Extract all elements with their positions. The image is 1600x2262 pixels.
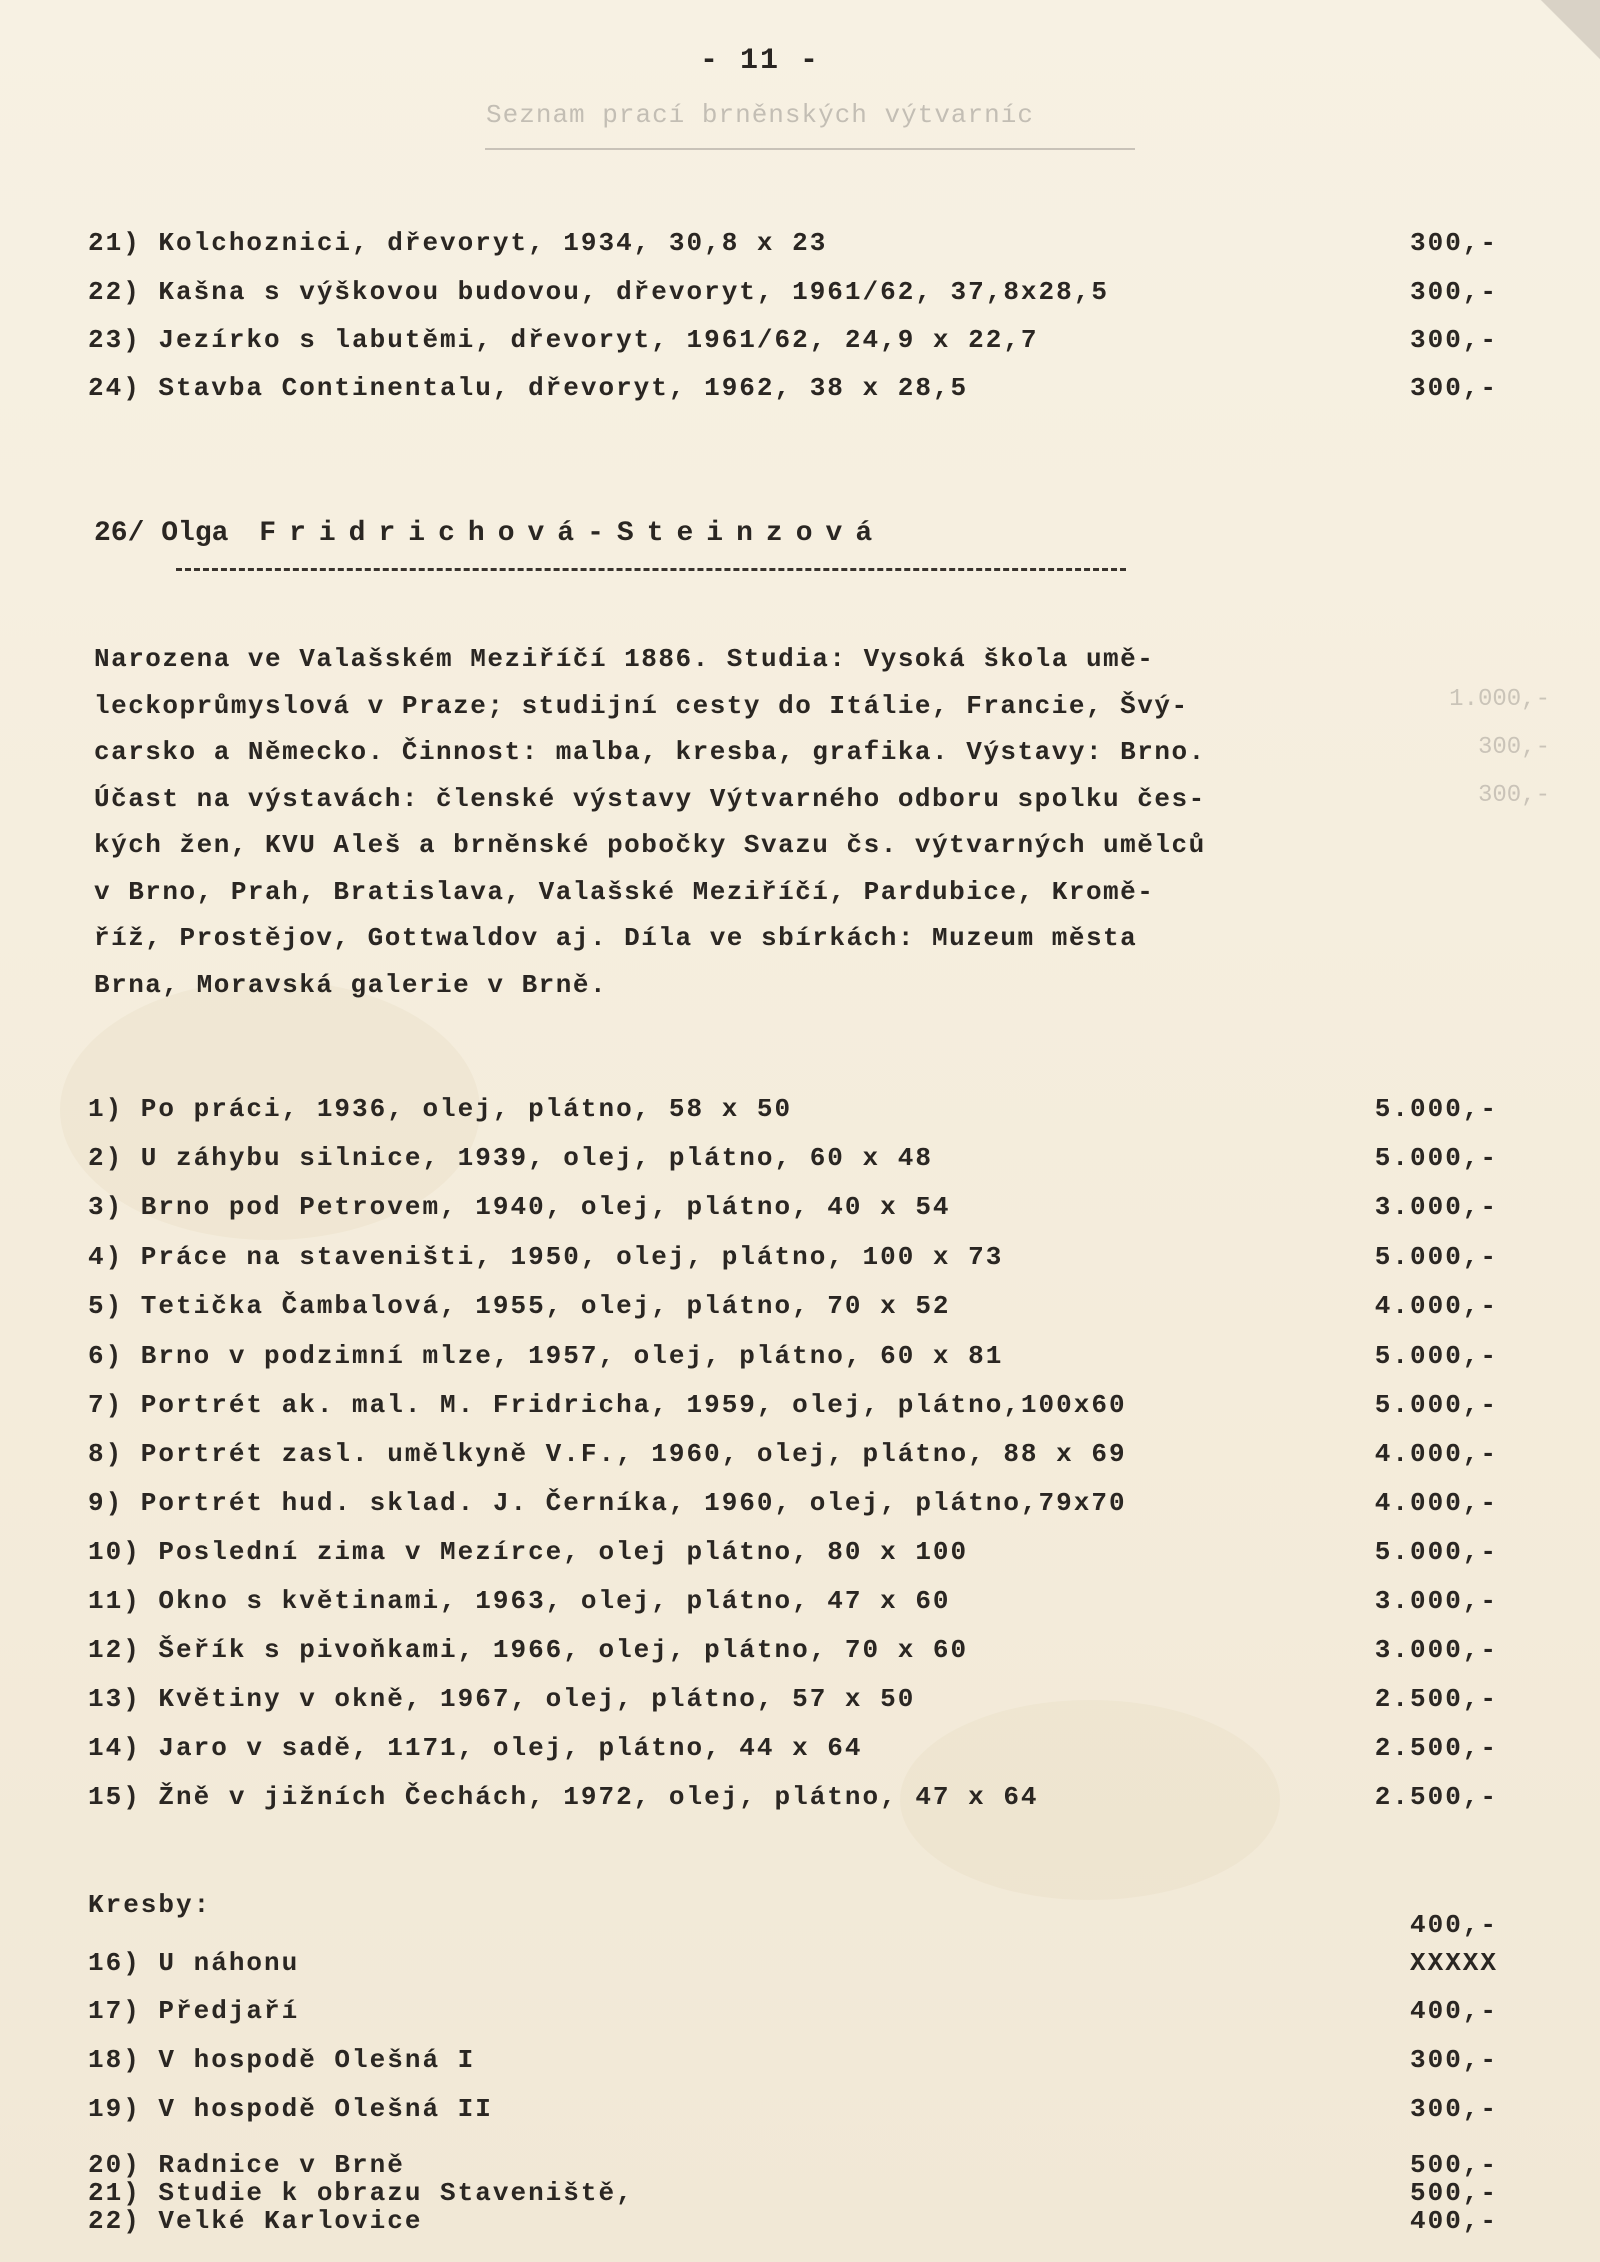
painting-text: 10) Poslední zima v Mezírce, olej plátno, 80 x 100 <box>88 1537 969 1567</box>
drawing-price: XXXXX <box>1409 1948 1498 1978</box>
drawing-text: 16) U náhonu <box>88 1948 300 1978</box>
drawing-text: 18) V hospodě Olešná I <box>88 2045 476 2075</box>
artist-heading <box>94 518 885 549</box>
painting-text: 13) Květiny v okně, 1967, olej, plátno, 57 x 50 <box>88 1684 916 1714</box>
ghost-price: 1.000,- <box>1449 686 1550 713</box>
bio-line: Narozena ve Valašském Meziříčí 1886. Studia: Vysoká škola umě- <box>94 644 1155 674</box>
table-row <box>0 1733 1600 1777</box>
painting-price: 5.000,- <box>1374 1537 1498 1567</box>
list-item <box>0 277 1600 321</box>
bio-line: říž, Prostějov, Gottwaldov aj. Díla ve sbírkách: Muzeum města <box>94 923 1138 953</box>
table-row <box>0 1341 1600 1385</box>
list-item <box>0 2045 1600 2089</box>
painting-price: 3.000,- <box>1374 1586 1498 1616</box>
bio-line: kých žen, KVU Aleš a brněnské pobočky Svazu čs. výtvarných umělců <box>94 830 1206 860</box>
table-row <box>0 1684 1600 1728</box>
painting-price: 3.000,- <box>1374 1635 1498 1665</box>
painting-text: 12) Šeřík s pivoňkami, 1966, olej, plátno, 70 x 60 <box>88 1635 969 1665</box>
painting-price: 4.000,- <box>1374 1439 1498 1469</box>
bleed-through-prices <box>1420 676 1550 820</box>
bio-line: leckoprůmyslová v Praze; studijní cesty do Itálie, Francie, Švý- <box>94 690 1189 721</box>
painting-text: 15) Žně v jižních Čechách, 1972, olej, plátno, 47 x 64 <box>88 1782 1039 1812</box>
table-row <box>0 1537 1600 1581</box>
entry-price: 300,- <box>1409 325 1498 355</box>
table-row <box>0 1586 1600 1630</box>
bio-line: Brna, Moravská galerie v Brně. <box>94 969 608 1000</box>
entry-price: 300,- <box>1409 277 1498 307</box>
list-item <box>0 1996 1600 2040</box>
table-row <box>0 1635 1600 1679</box>
table-row <box>0 1143 1600 1187</box>
folded-corner <box>1530 0 1600 60</box>
artist-first-name: Olga <box>161 518 229 549</box>
drawing-price: 300,- <box>1409 2045 1498 2075</box>
painting-price: 5.000,- <box>1374 1341 1498 1371</box>
painting-price: 5.000,- <box>1374 1094 1498 1124</box>
bio-line: v Brno, Prah, Bratislava, Valašské Meziříčí, Pardubice, Kromě- <box>94 876 1155 907</box>
artist-biography <box>94 636 1424 1008</box>
drawing-text: 20) Radnice v Brně <box>88 2150 405 2180</box>
bio-line: carsko a Německo. Činnost: malba, kresba, grafika. Výstavy: Brno. <box>94 737 1206 767</box>
table-row <box>0 1242 1600 1286</box>
table-row <box>0 1488 1600 1532</box>
ghost-price: 300,- <box>1477 734 1550 761</box>
painting-price: 2.500,- <box>1374 1733 1498 1763</box>
painting-text: 3) Brno pod Petrovem, 1940, olej, plátno, 40 x 54 <box>88 1192 951 1222</box>
painting-text: 5) Tetička Čambalová, 1955, olej, plátno, 70 x 52 <box>88 1291 951 1321</box>
painting-price: 2.500,- <box>1374 1782 1498 1812</box>
drawing-price: 400,- <box>1409 1996 1498 2026</box>
painting-text: 4) Práce na staveništi, 1950, olej, plátno, 100 x 73 <box>88 1242 1004 1272</box>
painting-text: 8) Portrét zasl. umělkyně V.F., 1960, olej, plátno, 88 x 69 <box>88 1439 1127 1469</box>
list-item <box>0 373 1600 417</box>
bio-line: Účast na výstavách: členské výstavy Výtvarného odboru spolku čes- <box>94 783 1206 814</box>
painting-text: 9) Portrét hud. sklad. J. Černíka, 1960, olej, plátno,79x70 <box>88 1488 1127 1518</box>
table-row <box>0 1094 1600 1138</box>
drawings-label-price: 400,- <box>1409 1910 1498 1940</box>
entry-price: 300,- <box>1409 373 1498 403</box>
heading-underline <box>176 568 1126 571</box>
table-row <box>0 1291 1600 1335</box>
table-row <box>0 1782 1600 1826</box>
drawing-price: 300,- <box>1409 2094 1498 2124</box>
entry-text: 21) Kolchoznici, dřevoryt, 1934, 30,8 x 23 <box>88 228 828 258</box>
table-row <box>0 1192 1600 1236</box>
drawings-label: Kresby: <box>88 1890 212 1920</box>
painting-price: 3.000,- <box>1374 1192 1498 1222</box>
painting-price: 4.000,- <box>1374 1291 1498 1321</box>
drawing-text: 19) V hospodě Olešná II <box>88 2094 493 2124</box>
list-item <box>0 2094 1600 2138</box>
painting-price: 4.000,- <box>1374 1488 1498 1518</box>
table-row <box>0 1439 1600 1483</box>
entry-text: 22) Kašna s výškovou budovou, dřevoryt, 1961/62, 37,8x28,5 <box>88 277 1109 307</box>
list-item <box>0 325 1600 369</box>
painting-text: 11) Okno s květinami, 1963, olej, plátno, 47 x 60 <box>88 1586 951 1616</box>
drawing-text: 17) Předjaří <box>88 1996 300 2026</box>
painting-text: 6) Brno v podzimní mlze, 1957, olej, plátno, 60 x 81 <box>88 1341 1004 1371</box>
painting-price: 5.000,- <box>1374 1143 1498 1173</box>
drawing-text: 21) Studie k obrazu Staveniště, <box>88 2178 634 2208</box>
table-row <box>0 1390 1600 1434</box>
painting-price: 5.000,- <box>1374 1242 1498 1272</box>
entry-price: 300,- <box>1409 228 1498 258</box>
painting-text: 7) Portrét ak. mal. M. Fridricha, 1959, olej, plátno,100x60 <box>88 1390 1127 1420</box>
painting-text: 2) U záhybu silnice, 1939, olej, plátno, 60 x 48 <box>88 1143 933 1173</box>
painting-price: 2.500,- <box>1374 1684 1498 1714</box>
artist-number: 26/ <box>94 518 145 549</box>
drawing-text: 22) Velké Karlovice <box>88 2206 423 2236</box>
entry-text: 24) Stavba Continentalu, dřevoryt, 1962, 38 x 28,5 <box>88 373 969 403</box>
list-item <box>0 1948 1600 1992</box>
entry-text: 23) Jezírko s labutěmi, dřevoryt, 1961/62, 24,9 x 22,7 <box>88 325 1039 355</box>
ghost-price: 300,- <box>1477 782 1550 809</box>
list-item <box>0 2206 1600 2250</box>
page-number: - 11 - <box>699 44 821 78</box>
drawing-price: 500,- <box>1409 2178 1498 2208</box>
drawing-price: 500,- <box>1409 2150 1498 2180</box>
drawings-label-row <box>0 1890 1600 1940</box>
drawing-price: 400,- <box>1409 2206 1498 2236</box>
artist-name: Fridrichová-Steinzová <box>259 518 886 549</box>
painting-text: 1) Po práci, 1936, olej, plátno, 58 x 50 <box>88 1094 793 1124</box>
bleed-through-heading: Seznam prací brněnských výtvarníc <box>486 100 1034 130</box>
painting-price: 5.000,- <box>1374 1390 1498 1420</box>
painting-text: 14) Jaro v sadě, 1171, olej, plátno, 44 x 64 <box>88 1733 863 1763</box>
bleed-through-rule <box>485 148 1135 150</box>
list-item <box>0 228 1600 272</box>
